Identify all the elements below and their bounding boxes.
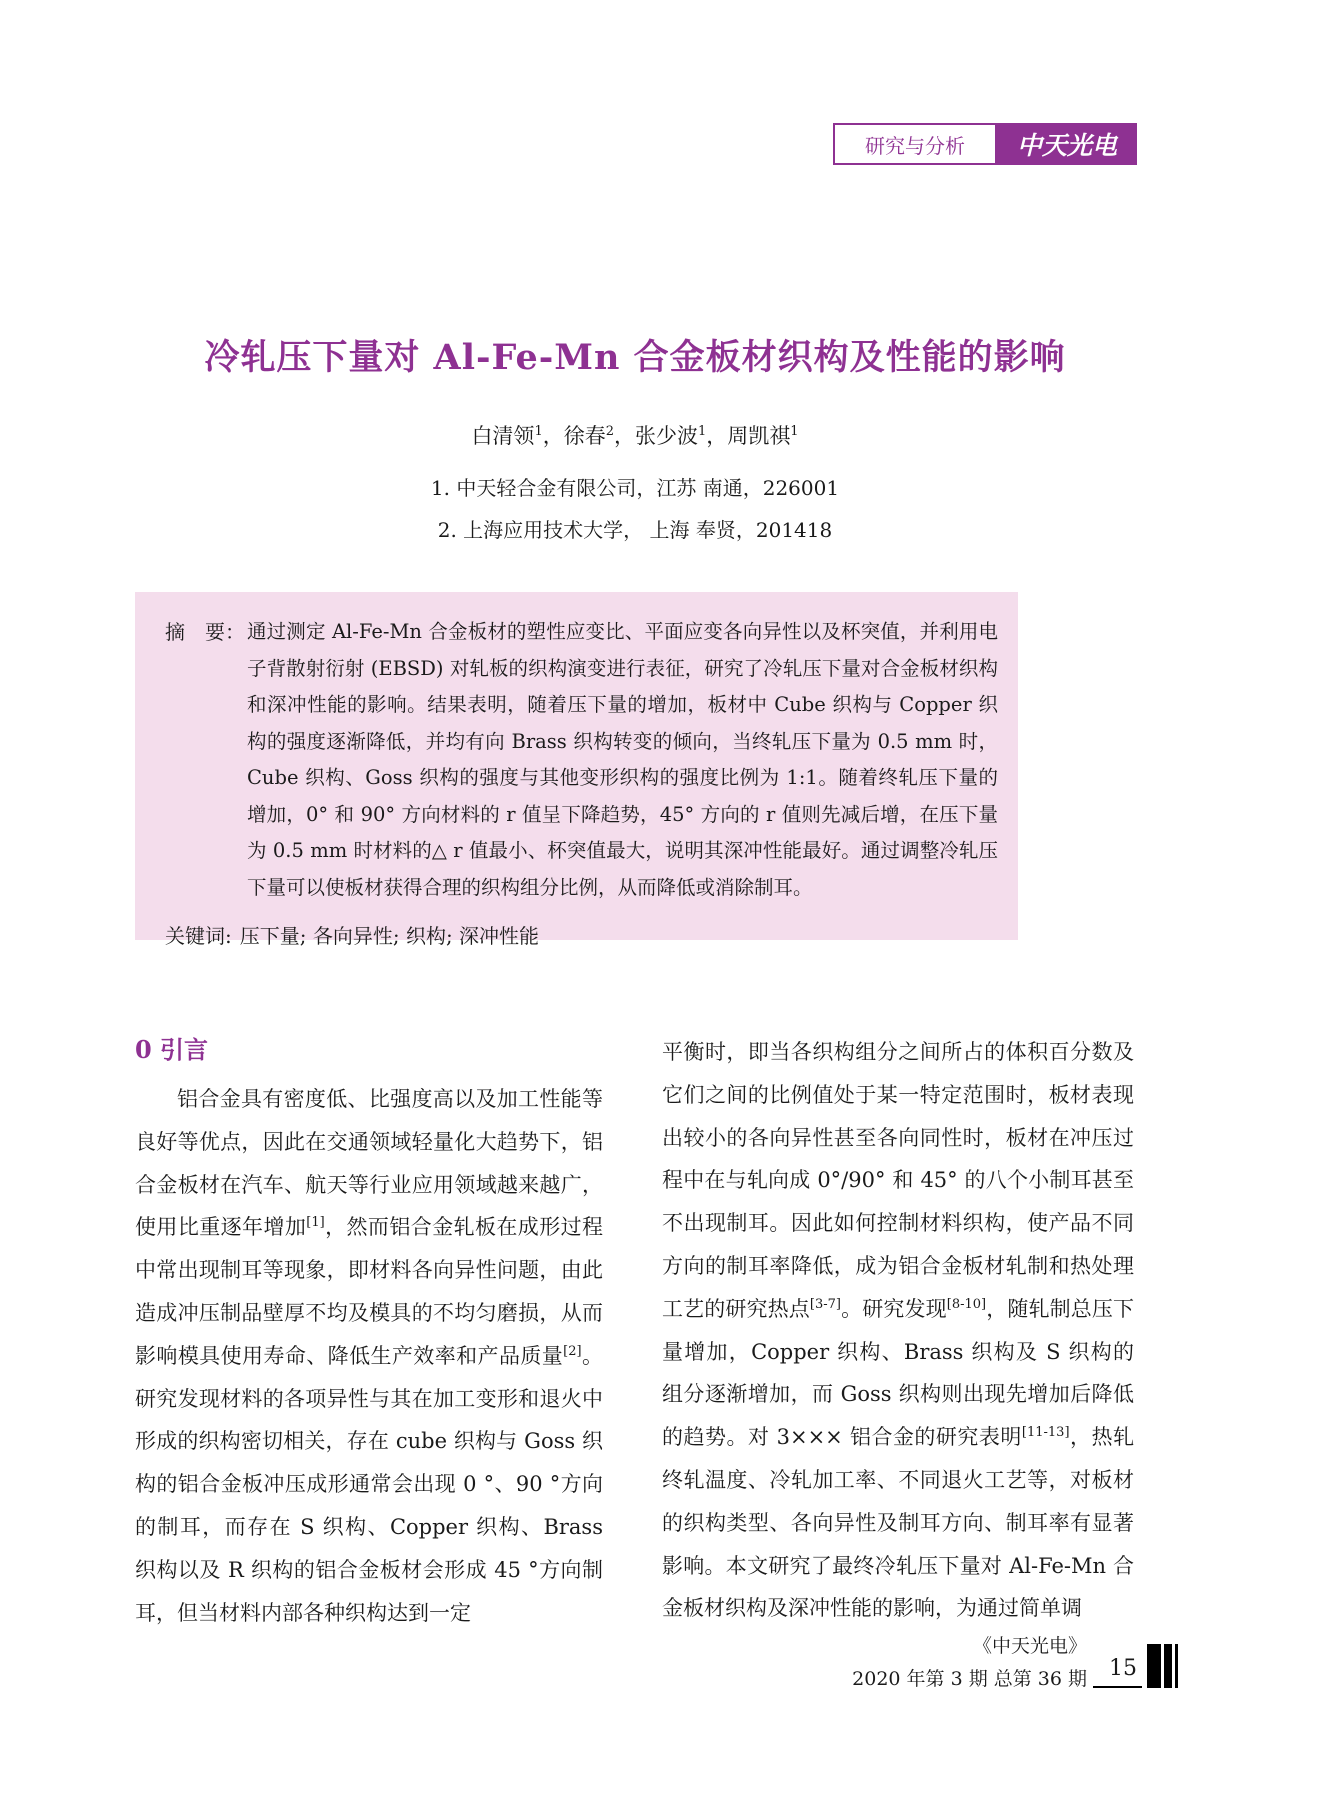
page-number: 15: [1093, 1656, 1142, 1688]
page-marker-bars-icon: [1147, 1644, 1178, 1688]
footer-journal-name: 《中天光电》: [972, 1635, 1087, 1657]
abstract-label: 摘 要：: [165, 620, 245, 644]
keywords-label: 关键词:: [165, 924, 232, 948]
keywords-text: 压下量; 各向异性; 织构; 深冲性能: [239, 924, 540, 948]
footer-issue-info: 2020 年第 3 期 总第 36 期: [852, 1668, 1087, 1690]
page-number-block: [1093, 1644, 1178, 1688]
abstract-box: [135, 592, 1018, 948]
section-heading-introduction: 0 引言: [135, 1035, 209, 1064]
authors-line: 白清领$^1$，徐春$^2$，张少波$^1$，周凯祺$^1$: [471, 424, 799, 448]
body-left-column: 铝合金具有密度低、比强度高以及加工性能等良好等优点，因此在交通领域轻量化大趋势下，铝合金板材在汽车、航天等行业应用领域越来越广，使用比重逐年增加[1]，然而铝合金轧板在成形过程中常出现制耳等现象，即材料各向异性问题，由此造成冲压制品壁厚不均及模具的不均匀磨损，从而影响模具使用寿命、降低生产效率和产品质量[2]。研究发现材料的各项异性与其在加工变形和退火中形成的织构密切相关，存在 cube 织构与 Goss 织构的铝合金板冲压成形通常会出现 0 °、90 °方向的制耳，而存在 S 织构、Copper 织构、Brass 织构以及 R 织构的铝合金板材会形成 45 °方向制耳，但当材料内部各种织构达到一定: [135, 1087, 604, 1625]
article-title: 冷轧压下量对 Al-Fe-Mn 合金板材织构及性能的影响: [204, 337, 1066, 378]
section-label: 研究与分析: [833, 123, 997, 165]
body-right-column: 平衡时，即当各织构组分之间所占的体积百分数及它们之间的比例值处于某一特定范围时，板材表现出较小的各向异性甚至各向同性时，板材在冲压过程中在与轧向成 0°/90° 和 45° 的八个小制耳甚至不出现制耳。因此如何控制材料织构，使产品不同方向的制耳率降低，成为铝合金板材轧制和热处理工艺的研究热点[3-7]。研究发现[8-10]，随轧制总压下量增加，Copper 织构、Brass 织构及 S 织构的组分逐渐增加，而 Goss 织构则出现先增加后降低的趋势。对 3××× 铝合金的研究表明[11-13]，热轧终轧温度、冷轧加工率、不同退火工艺等，对板材的织构类型、各向异性及制耳方向、制耳率有显著影响。本文研究了最终冷轧压下量对 Al-Fe-Mn 合金板材织构及深冲性能的影响，为通过简单调: [662, 1040, 1135, 1621]
affiliation-1: 1. 中天轻合金有限公司，江苏 南通，226001: [430, 476, 840, 500]
footer-info: [635, 1630, 1087, 1696]
affiliation-2: 2. 上海应用技术大学， 上海 奉贤，201418: [437, 518, 833, 542]
abstract-text: 通过测定 Al-Fe-Mn 合金板材的塑性应变比、平面应变各向异性以及杯突值，并利用电子背散射衍射 (EBSD) 对轧板的织构演变进行表征，研究了冷轧压下量对合金板材织构和深冲性能的影响。结果表明，随着压下量的增加，板材中 Cube 织构与 Copper 织构的强度逐渐降低，并均有向 Brass 织构转变的倾向，当终轧压下量为 0.5 mm 时，Cube 织构、Goss 织构的强度与其他变形织构的强度比例为 1:1。随着终轧压下量的增加，0° 和 90° 方向材料的 r 值呈下降趋势，45° 方向的 r 值则先减后增，在压下量为 0.5 mm 时材料的△ r 值最小、杯突值最大，说明其深冲性能最好。通过调整冷轧压下量可以使板材获得合理的织构组分比例，从而降低或消除制耳。: [247, 620, 998, 899]
header-badge: [833, 123, 1137, 165]
journal-brand-logo: 中天光电: [997, 123, 1137, 165]
